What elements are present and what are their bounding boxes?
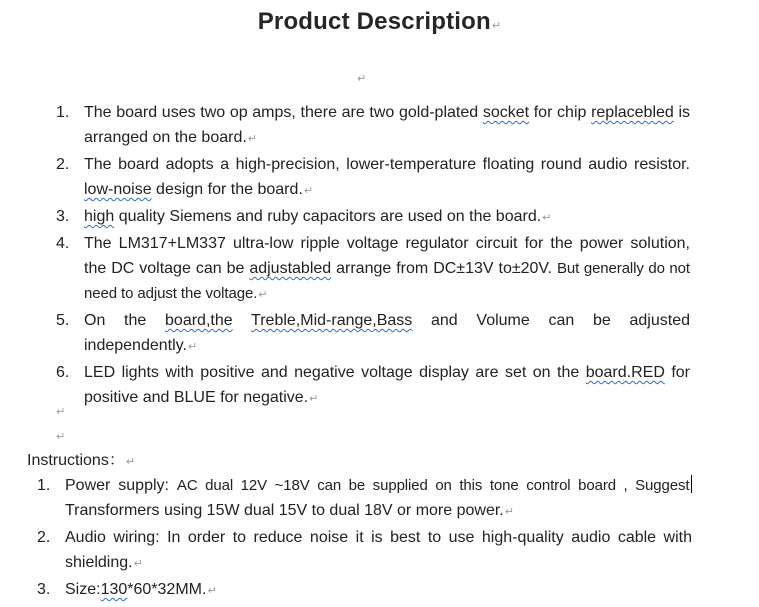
paragraph-mark-icon: ↵ — [207, 585, 217, 597]
paragraph-mark-icon: ↵ — [187, 341, 198, 353]
list-item: 6. LED lights with positive and negative voltage display are set on the board.RED for positive and BLUE for negative.↵ — [56, 360, 690, 412]
spellcheck-word: board.RED — [585, 364, 665, 381]
spellcheck-word: socket — [482, 104, 530, 121]
spellcheck-word: replacebled — [591, 104, 674, 121]
list-item: 3. Size:130*60*32MM.↵ — [37, 577, 692, 604]
list-item: 2. The board adopts a high-precision, lower-temperature floating round audio resistor. low-noise design for the board.↵ — [56, 152, 690, 204]
paragraph-mark-icon: ↵ — [247, 133, 258, 145]
list-number: 2. — [37, 529, 51, 546]
list-number: 1. — [37, 477, 51, 494]
spellcheck-word: high — [84, 208, 115, 225]
paragraph-mark-icon: ↵ — [309, 393, 319, 405]
paragraph-mark-icon: ↵ — [542, 212, 552, 224]
paragraph-mark-icon: ↵ — [56, 431, 66, 443]
spellcheck-word: adjustabled — [249, 260, 332, 277]
list-item: 4. The LM317+LM337 ultra-low ripple voltage regulator circuit for the power solution, the DC voltage can be adjustabled arrange from DC±13V to±20V. But generally do not need to adjust the voltage.↵ — [56, 231, 690, 308]
paragraph-mark-icon: ↵ — [133, 558, 143, 570]
paragraph-mark-icon: ↵ — [504, 506, 514, 518]
spellcheck-word: 130 — [100, 581, 128, 598]
list-item: 2. Audio wiring: In order to reduce noise it is best to use high-quality audio cable with shielding.↵ — [37, 525, 692, 577]
paragraph-mark-icon: ↵ — [56, 406, 66, 418]
paragraph-mark-icon: ↵ — [303, 185, 314, 197]
list-item: 3. high quality Siemens and ruby capacitors are used on the board.↵ — [56, 204, 690, 231]
list-number: 4. — [56, 235, 70, 252]
paragraph-mark-icon: ↵ — [258, 289, 268, 301]
text-cursor — [691, 475, 693, 493]
spellcheck-word: low-noise — [84, 181, 152, 198]
list-number: 3. — [37, 581, 51, 598]
list-item: 5. On the board,the Treble,Mid-range,Bass and Volume can be adjusted independently.↵ — [56, 308, 690, 360]
list-number: 3. — [56, 208, 70, 225]
paragraph-mark-icon: ↵ — [357, 73, 367, 85]
spellcheck-word: board,the — [165, 312, 233, 329]
page-title — [0, 8, 759, 36]
paragraph-mark-icon: ↵ — [491, 20, 502, 32]
list-item: 1. The board uses two op amps, there are two gold-plated socket for chip replacebled is arranged on the board.↵ — [56, 100, 690, 152]
list-number: 1. — [56, 104, 70, 121]
instructions-list — [37, 473, 692, 604]
spellcheck-word: Treble,Mid-range,Bass — [251, 312, 413, 329]
instructions-heading: Instructions：↵ — [27, 452, 136, 469]
title-text: Product Description — [257, 8, 491, 35]
paragraph-mark-icon: ↵ — [125, 456, 136, 468]
list-number: 2. — [56, 156, 70, 173]
feature-list — [56, 100, 690, 412]
list-number: 5. — [56, 312, 70, 329]
list-number: 6. — [56, 364, 70, 381]
list-item: 1. Power supply: AC dual 12V ~18V can be supplied on this tone control board , Suggest Transformers using 15W dual 15V to dual 18V or more power.↵ — [37, 473, 692, 525]
